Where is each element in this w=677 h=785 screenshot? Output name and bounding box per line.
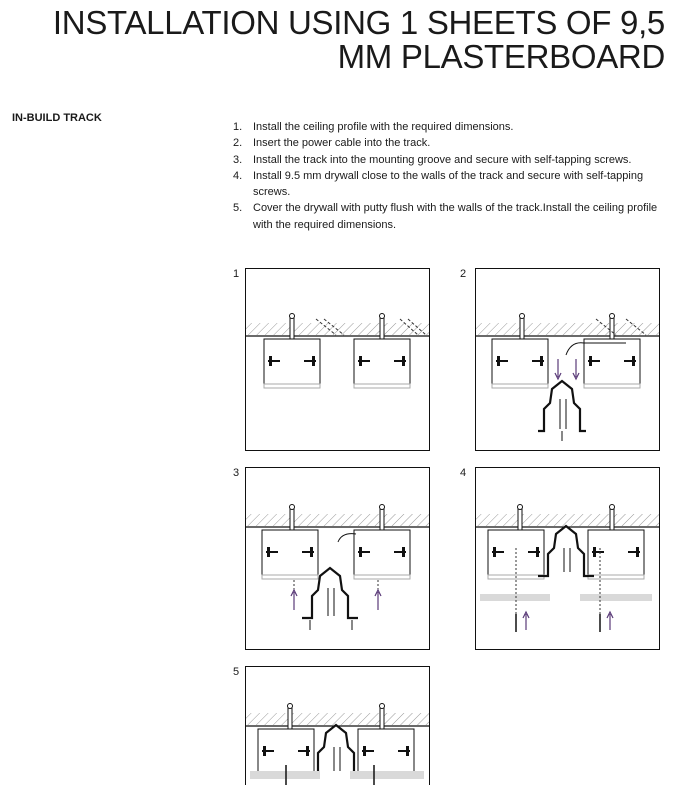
drywall-install-illustration <box>476 468 659 649</box>
list-item: 2. Insert the power cable into the track. <box>233 137 431 150</box>
panel-number-3: 3 <box>233 467 240 479</box>
diagram-panel-4 <box>475 467 660 650</box>
list-item: 3. Install the track into the mounting groove and secure with self-tapping screws. <box>233 153 632 166</box>
panel-number-1: 1 <box>233 268 240 280</box>
instruction-list <box>233 119 663 233</box>
page-title: INSTALLATION USING 1 SHEETS OF 9,5 MM PLASTERBOARD <box>52 4 665 75</box>
list-item: 5. Cover the drywall with putty flush with the walls of the track.Install the ceiling profile with the required dimensions. <box>233 202 658 231</box>
panel-number-4: 4 <box>460 467 467 479</box>
list-item: 4. Install 9.5 mm drywall close to the walls of the track and secure with self-tapping screws. <box>233 169 644 199</box>
ceiling-profile-illustration <box>246 269 429 450</box>
section-label: IN-BUILD TRACK <box>12 112 102 124</box>
diagram-panel-1 <box>245 268 430 451</box>
power-cable-illustration <box>476 269 659 450</box>
putty-finish-illustration <box>246 667 429 785</box>
diagram-panel-3 <box>245 467 430 650</box>
panel-number-5: 5 <box>233 666 240 678</box>
list-item: 1. Install the ceiling profile with the required dimensions. <box>233 121 514 133</box>
track-mounting-illustration <box>246 468 429 649</box>
diagram-panel-5 <box>245 666 430 785</box>
diagram-panel-2 <box>475 268 660 451</box>
panel-number-2: 2 <box>460 268 467 280</box>
